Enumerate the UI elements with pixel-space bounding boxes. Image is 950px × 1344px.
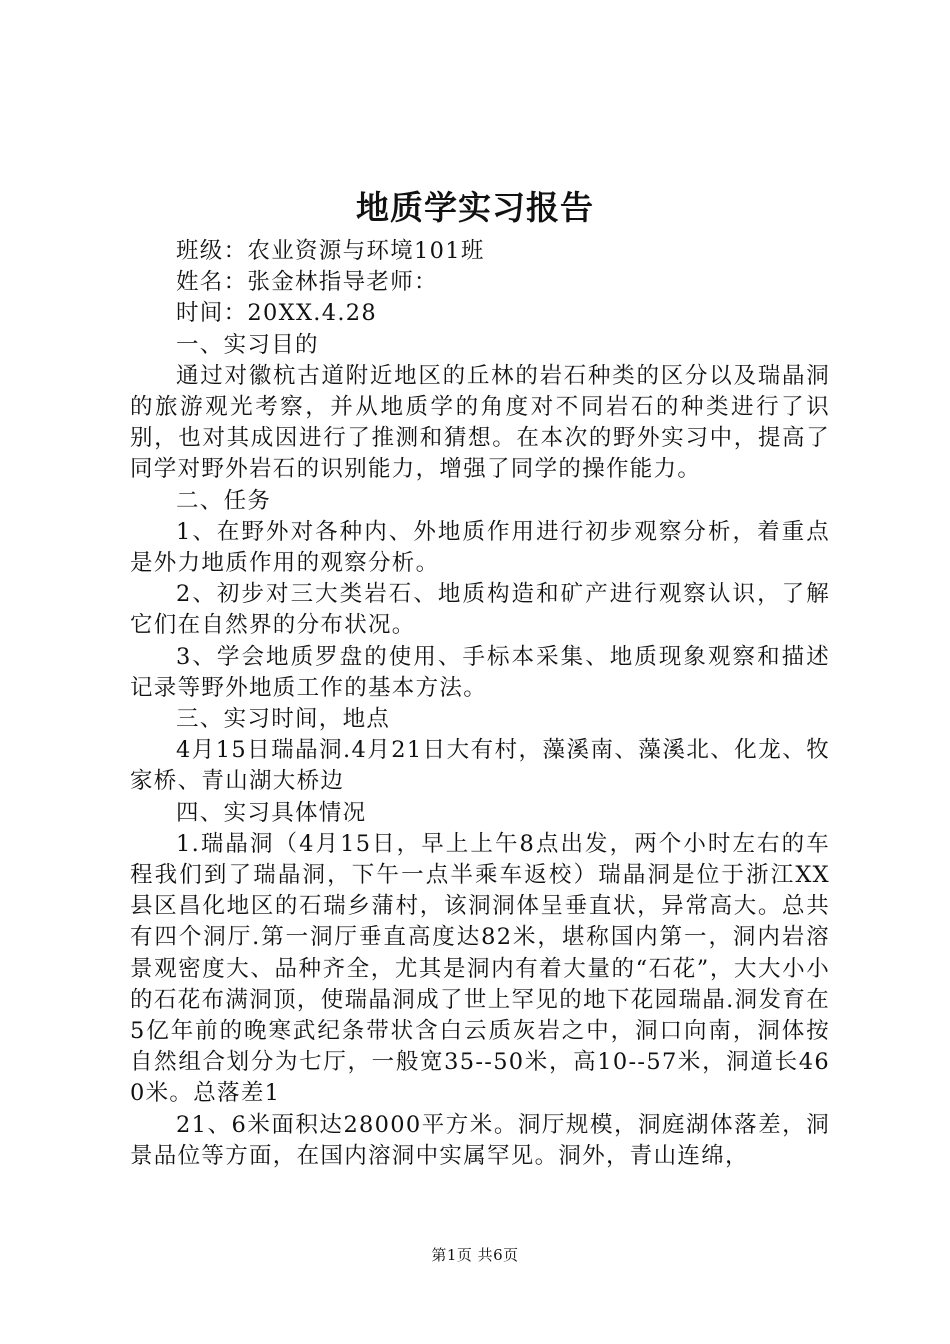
section-heading-purpose: 一、实习目的 — [176, 331, 319, 358]
section-heading-time-place: 三、实习时间，地点 — [176, 706, 391, 733]
task-item-2: 2、初步对三大类岩石、地质构造和矿产进行观察认识，了解它们在自然界的分布状况。 — [130, 581, 830, 639]
document-title: 地质学实习报告 — [356, 188, 594, 227]
time-place-paragraph: 4月15日瑞晶洞.4月21日大有村，藻溪南、藻溪北、化龙、牧家桥、青山湖大桥边 — [130, 737, 830, 795]
name-line: 姓名：张金林指导老师： — [176, 269, 438, 296]
details-paragraph-2: 21、6米面积达28000平方米。洞厅规模，洞庭湖体落差，洞景品位等方面，在国内溶洞中实属罕见。洞外，青山连绵， — [130, 1111, 830, 1169]
time-line: 时间：20XX.4.28 — [176, 300, 378, 327]
page-number: 第1页 共6页 — [431, 1246, 519, 1264]
class-line: 班级：农业资源与环境101班 — [176, 238, 485, 264]
task-item-1: 1、在野外对各种内、外地质作用进行初步观察分析，着重点是外力地质作用的观察分析。 — [130, 518, 830, 577]
document-body — [130, 236, 830, 1172]
details-paragraph-1: 1.瑞晶洞（4月15日，早上上午8点出发，两个小时左右的车程我们到了瑞晶洞，下午一点半乘车返校）瑞晶洞是位于浙江XX县区昌化地区的石瑞乡蒲村，该洞洞体呈垂直状，异常高大。总共有四个洞厅.第一洞厅垂直高度达82米，堪称国内第一，洞内岩溶景观密度大、品种齐全，尤其是洞内有着大量的“石花”，大大小小的石花布满洞顶，使瑞晶洞成了世上罕见的地下花园瑞晶.洞发育在5亿年前的晚寒武纪条带状含白云质灰岩之中，洞口向南，洞体按自然组合划分为七厅，一般宽35--50米，高10--57米，洞道长460米。总落差1 — [130, 830, 830, 1107]
task-item-3: 3、学会地质罗盘的使用、手标本采集、地质现象观察和描述记录等野外地质工作的基本方法。 — [130, 643, 830, 701]
section-heading-tasks: 二、任务 — [176, 487, 272, 514]
section-heading-details: 四、实习具体情况 — [176, 799, 367, 826]
purpose-paragraph: 通过对徽杭古道附近地区的丘林的岩石种类的区分以及瑞晶洞的旅游观光考察，并从地质学的角度对不同岩石的种类进行了识别，也对其成因进行了推测和猜想。在本次的野外实习中，提高了同学对野外岩石的识别能力，增强了同学的操作能力。 — [130, 362, 830, 483]
